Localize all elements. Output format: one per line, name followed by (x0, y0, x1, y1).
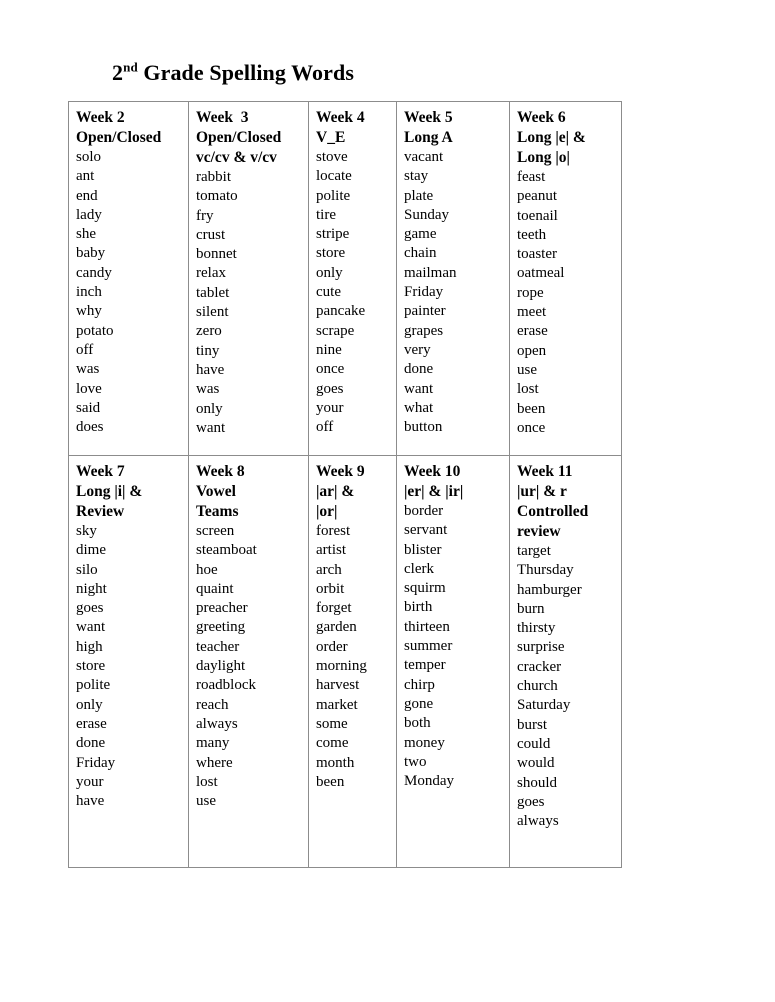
week-header-line: V_E (316, 129, 346, 146)
list-item: have (196, 361, 225, 378)
list-item: toaster (517, 246, 557, 263)
list-item: where (196, 754, 233, 771)
list-item: market (316, 696, 358, 713)
list-item: money (404, 734, 445, 751)
list-item: Monday (404, 773, 454, 790)
list-item: cracker (517, 658, 562, 675)
word-list (404, 148, 509, 437)
list-item: done (76, 735, 106, 752)
list-item: erase (517, 323, 548, 340)
list-item: two (404, 753, 427, 770)
list-item: surprise (517, 639, 565, 656)
list-item: why (76, 303, 102, 320)
week-cell-week-3 (189, 102, 309, 456)
list-item: summer (404, 638, 453, 655)
list-item: want (404, 380, 434, 397)
list-item: scrape (316, 322, 355, 339)
list-item: lost (517, 381, 539, 398)
list-item: baby (76, 245, 106, 262)
list-item: oatmeal (517, 265, 565, 282)
week-cell-week-5 (397, 102, 510, 456)
week-header-line: Week 7 (76, 463, 125, 480)
list-item: screen (196, 523, 235, 539)
list-item: some (316, 715, 348, 732)
list-item: Friday (76, 754, 116, 771)
list-item: crust (196, 226, 226, 243)
list-item: lady (76, 206, 102, 223)
list-item: teeth (517, 226, 547, 243)
list-item: grapes (404, 322, 444, 339)
table-row (69, 456, 622, 868)
list-item: rabbit (196, 169, 231, 185)
list-item: Sunday (404, 206, 449, 223)
list-item: have (76, 793, 105, 810)
week-header-line: Review (76, 503, 125, 520)
list-item: was (76, 361, 100, 378)
list-item: church (517, 678, 558, 695)
list-item: both (404, 715, 431, 732)
list-item: order (316, 638, 348, 655)
list-item: arch (316, 561, 342, 578)
list-item: stove (316, 149, 348, 165)
week-header-line: Week 4 (316, 109, 365, 126)
list-item: burst (517, 716, 547, 733)
word-list (316, 148, 396, 437)
list-item: teacher (196, 638, 240, 655)
list-item: roadblock (196, 677, 256, 694)
list-item: burn (517, 600, 545, 617)
list-item: would (517, 755, 555, 772)
week-header-line: |or| (316, 503, 338, 520)
list-item: clerk (404, 560, 434, 577)
week-header-line: Week 10 (404, 463, 461, 480)
list-item: what (404, 399, 434, 416)
list-item: harvest (316, 677, 360, 694)
week-cell-week-9 (309, 456, 397, 868)
list-item: love (76, 380, 102, 397)
week-header-line: Week 3 (196, 109, 249, 126)
spelling-table-body (69, 102, 622, 868)
word-list (76, 148, 188, 437)
list-item: quaint (196, 580, 234, 597)
list-item: zero (196, 323, 222, 340)
list-item: tomato (196, 188, 238, 205)
list-item: open (517, 342, 547, 359)
word-list (196, 522, 308, 811)
list-item: hoe (196, 561, 218, 578)
list-item: come (316, 735, 349, 752)
word-list (196, 168, 308, 438)
list-item: plate (404, 187, 434, 204)
list-item: want (76, 619, 106, 636)
word-list (404, 502, 509, 791)
list-item: very (404, 341, 431, 358)
list-item: greeting (196, 619, 246, 636)
list-item: been (517, 400, 546, 417)
list-item: goes (76, 600, 104, 617)
list-item: Thursday (517, 562, 574, 579)
list-item: tire (316, 206, 336, 223)
list-item: goes (316, 380, 344, 397)
list-item: polite (316, 187, 351, 204)
week-cell-week-10 (397, 456, 510, 868)
list-item: tablet (196, 284, 230, 301)
page-title-prefix: 2 (112, 59, 124, 85)
list-item: erase (76, 715, 107, 732)
list-item: preacher (196, 600, 248, 617)
week-header-line: Week 6 (517, 109, 566, 126)
list-item: goes (517, 793, 545, 810)
list-item: done (404, 361, 434, 378)
table-row (69, 102, 622, 456)
list-item: night (76, 580, 107, 597)
list-item: should (517, 774, 558, 791)
week-header-line: Long |o| (517, 149, 570, 166)
week-cell-week-4 (309, 102, 397, 456)
list-item: forest (316, 523, 351, 539)
list-item: use (517, 361, 537, 378)
list-item: thirteen (404, 618, 450, 635)
list-item: temper (404, 657, 446, 674)
list-item: potato (76, 322, 114, 339)
list-item: she (76, 226, 96, 243)
list-item: off (76, 341, 94, 358)
list-item: always (517, 813, 559, 830)
list-item: target (517, 543, 551, 559)
list-item: bonnet (196, 246, 237, 263)
week-cell-week-8 (189, 456, 309, 868)
list-item: polite (76, 677, 111, 694)
list-item: store (316, 245, 346, 262)
list-item: ant (76, 168, 95, 185)
list-item: does (76, 419, 104, 436)
week-header-line: |er| & |ir| (404, 483, 464, 500)
list-item: once (316, 361, 345, 378)
list-item: end (76, 187, 98, 204)
list-item: morning (316, 658, 367, 675)
week-header-line: Week 9 (316, 463, 365, 480)
word-list (517, 168, 621, 438)
list-item: relax (196, 265, 226, 282)
list-item: vacant (404, 149, 444, 165)
list-item: hamburger (517, 581, 582, 598)
list-item: was (196, 381, 220, 398)
page-title-superscript: nd (123, 59, 138, 75)
week-cell-week-11 (510, 456, 622, 868)
list-item: off (316, 419, 334, 436)
word-list (517, 542, 621, 831)
list-item: nine (316, 341, 342, 358)
week-header-line: vc/cv & v/cv (196, 149, 277, 166)
list-item: garden (316, 619, 357, 636)
spelling-words-table (68, 101, 622, 868)
week-header-line: Teams (196, 503, 239, 520)
list-item: orbit (316, 580, 345, 597)
list-item: artist (316, 542, 346, 559)
list-item: lost (196, 773, 218, 790)
word-list (76, 522, 188, 811)
list-item: peanut (517, 188, 557, 205)
week-header-line: Long A (404, 129, 453, 146)
list-item: chain (404, 245, 437, 262)
list-item: silo (76, 561, 98, 578)
week-header-line: |ar| & (316, 483, 355, 500)
list-item: daylight (196, 658, 246, 675)
week-header-line: Week 8 (196, 463, 245, 480)
list-item: candy (76, 264, 112, 281)
list-item: steamboat (196, 542, 257, 559)
list-item: button (404, 419, 443, 436)
week-header-line: Open/Closed (76, 129, 162, 146)
list-item: pancake (316, 303, 366, 320)
list-item: only (316, 264, 343, 281)
list-item: always (196, 715, 238, 732)
week-header-line: Controlled (517, 503, 589, 520)
week-header-line: Long |e| & (517, 129, 586, 146)
list-item: squirm (404, 580, 446, 597)
week-cell-week-2 (69, 102, 189, 456)
list-item: painter (404, 303, 446, 320)
list-item: toenail (517, 207, 558, 224)
list-item: servant (404, 522, 448, 539)
list-item: fry (196, 207, 214, 224)
list-item: dime (76, 542, 106, 559)
week-header-line: Open/Closed (196, 129, 282, 146)
list-item: stripe (316, 226, 350, 243)
week-cell-week-6 (510, 102, 622, 456)
week-header-line: Long |i| & (76, 483, 143, 500)
list-item: Friday (404, 284, 444, 301)
list-item: stay (404, 168, 429, 185)
list-item: many (196, 735, 230, 752)
list-item: store (76, 658, 106, 675)
list-item: use (196, 793, 216, 810)
page-title-rest: Grade Spelling Words (137, 59, 355, 85)
list-item: reach (196, 696, 229, 713)
week-header-line: review (517, 523, 561, 540)
list-item: only (196, 400, 223, 417)
list-item: once (517, 419, 546, 436)
list-item: Saturday (517, 697, 571, 714)
week-header-line: |ur| & r (517, 483, 567, 500)
list-item: forget (316, 600, 352, 617)
week-header-line: Week 11 (517, 463, 573, 480)
list-item: silent (196, 304, 229, 321)
list-item: could (517, 735, 551, 752)
list-item: want (196, 419, 226, 436)
list-item: thirsty (517, 620, 556, 637)
week-header-line: Vowel (196, 483, 236, 500)
list-item: gone (404, 695, 434, 712)
word-list (316, 522, 396, 792)
week-header-line: Week 5 (404, 109, 453, 126)
list-item: inch (76, 284, 102, 301)
week-header-line: Week 2 (76, 109, 125, 126)
list-item: tiny (196, 342, 220, 359)
week-cell-week-7 (69, 456, 189, 868)
list-item: border (404, 503, 444, 519)
list-item: locate (316, 168, 352, 185)
list-item: sky (76, 523, 97, 539)
list-item: feast (517, 169, 546, 185)
list-item: your (76, 773, 104, 790)
list-item: game (404, 226, 437, 243)
list-item: high (76, 638, 103, 655)
list-item: said (76, 399, 101, 416)
list-item: your (316, 399, 344, 416)
list-item: solo (76, 149, 102, 165)
list-item: month (316, 754, 355, 771)
list-item: chirp (404, 676, 435, 693)
list-item: mailman (404, 264, 457, 281)
list-item: only (76, 696, 103, 713)
list-item: birth (404, 599, 433, 616)
page-title (112, 59, 354, 87)
list-item: meet (517, 304, 547, 321)
list-item: rope (517, 284, 544, 301)
list-item: cute (316, 284, 341, 301)
list-item: been (316, 773, 345, 790)
list-item: blister (404, 541, 442, 558)
